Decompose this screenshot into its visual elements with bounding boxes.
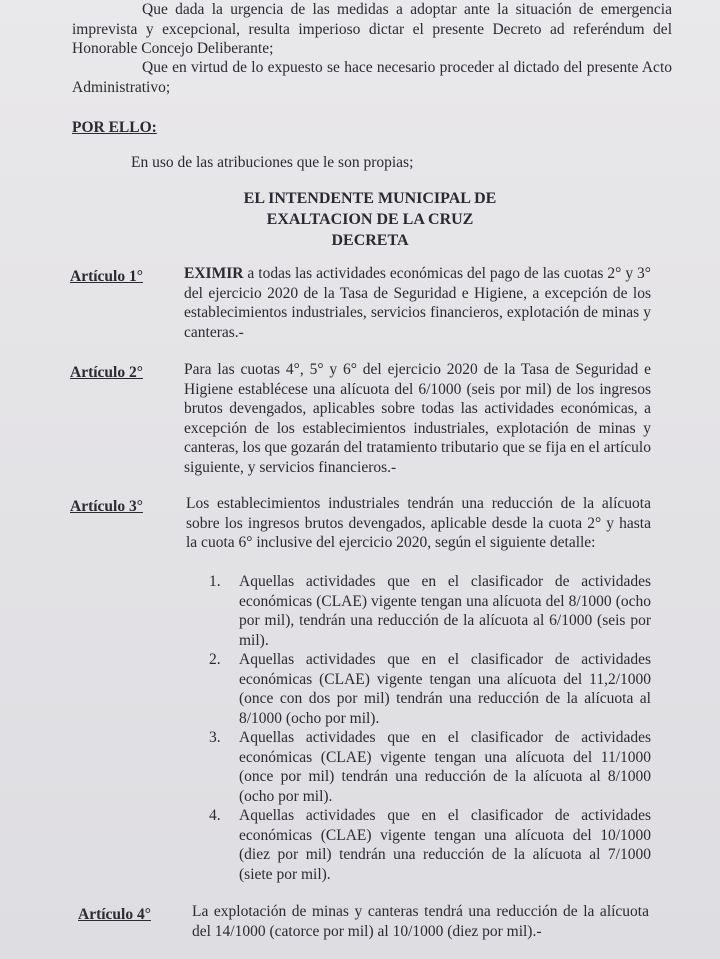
por-ello-heading: POR ELLO: (72, 119, 157, 136)
article-1-bold-lead: EXIMIR (184, 265, 244, 282)
list-item: 4. Aquellas actividades que en el clasificador de actividades económicas (CLAE) vigente tengan una alícuota del 10/1000 (diez por mil) tendrán una reducción de la alícuota al 7/1000 (siete por mil). (209, 807, 651, 883)
intro-paragraph-1: Que dada la urgencia de las medidas a adoptar ante la situación de emergencia imprevista y excepcional, resulta imperioso dictar el presente Decreto ad referéndum del Honorable Concejo Deliberante; (72, 1, 672, 57)
intro-paragraph-2: Que en virtud de lo expuesto se hace necesario proceder al dictado del presente Acto Administrativo; (72, 59, 672, 96)
article-1-label: Artículo 1° (70, 268, 143, 285)
article-3-list (209, 572, 651, 884)
title-line-1: EL INTENDENTE MUNICIPAL DE (243, 190, 497, 207)
list-item: 1. Aquellas actividades que en el clasificador de actividades económicas (CLAE) vigente tengan una alícuota del 8/1000 (ocho por mil), tendrán una reducción de la alícuota al 6/1000 (seis por mil). (209, 573, 651, 649)
article-1-body (184, 264, 651, 342)
article-1-text: a todas las actividades económicas del pago de las cuotas 2° y 3° del ejercicio 2020 de la Tasa de Seguridad e Higiene, a excepción de los establecimientos industriales, servicios financieros, explotación de minas y canteras.- (184, 265, 651, 341)
list-item: 2. Aquellas actividades que en el clasificador de actividades económicas (CLAE) vigente tengan una alícuota del 11,2/1000 (once con dos por mil) tendrán una reducción de la alícuota al 8/1000 (ocho por mil). (209, 651, 651, 727)
article-2-label: Artículo 2° (70, 364, 143, 381)
title-line-2: EXALTACION DE LA CRUZ (266, 211, 474, 228)
article-3-body: Los establecimientos industriales tendrán una reducción de la alícuota sobre los ingresos brutos devengados, aplicable desde la cuota 2° y hasta la cuota 6° inclusive del ejercicio 2020, según el siguiente detalle: (186, 495, 651, 551)
decree-title (0, 188, 720, 251)
article-4-label: Artículo 4° (78, 906, 151, 923)
article-2-body: Para las cuotas 4°, 5° y 6° del ejercicio 2020 de la Tasa de Seguridad e Higiene establécese una alícuota del 6/1000 (seis por mil) de los ingresos brutos devengados, aplicables sobre todas las actividades económicas, a excepción de los establecimientos industriales, explotación de minas y canteras, los que gozarán del tratamiento tributario que se fija en el artículo siguiente, y servicios financieros.- (184, 361, 651, 476)
article-4-body: La explotación de minas y canteras tendrá una reducción de la alícuota del 14/1000 (catorce por mil) al 10/1000 (diez por mil).- (192, 903, 649, 940)
list-item: 3. Aquellas actividades que en el clasificador de actividades económicas (CLAE) vigente tengan una alícuota del 11/1000 (once por mil) tendrán una reducción de la alícuota al 8/1000 (ocho por mil). (209, 729, 651, 805)
title-line-3: DECRETA (331, 232, 409, 249)
article-3-label: Artículo 3° (70, 498, 143, 515)
attributions-line: En uso de las atribuciones que le son propias; (131, 154, 414, 171)
